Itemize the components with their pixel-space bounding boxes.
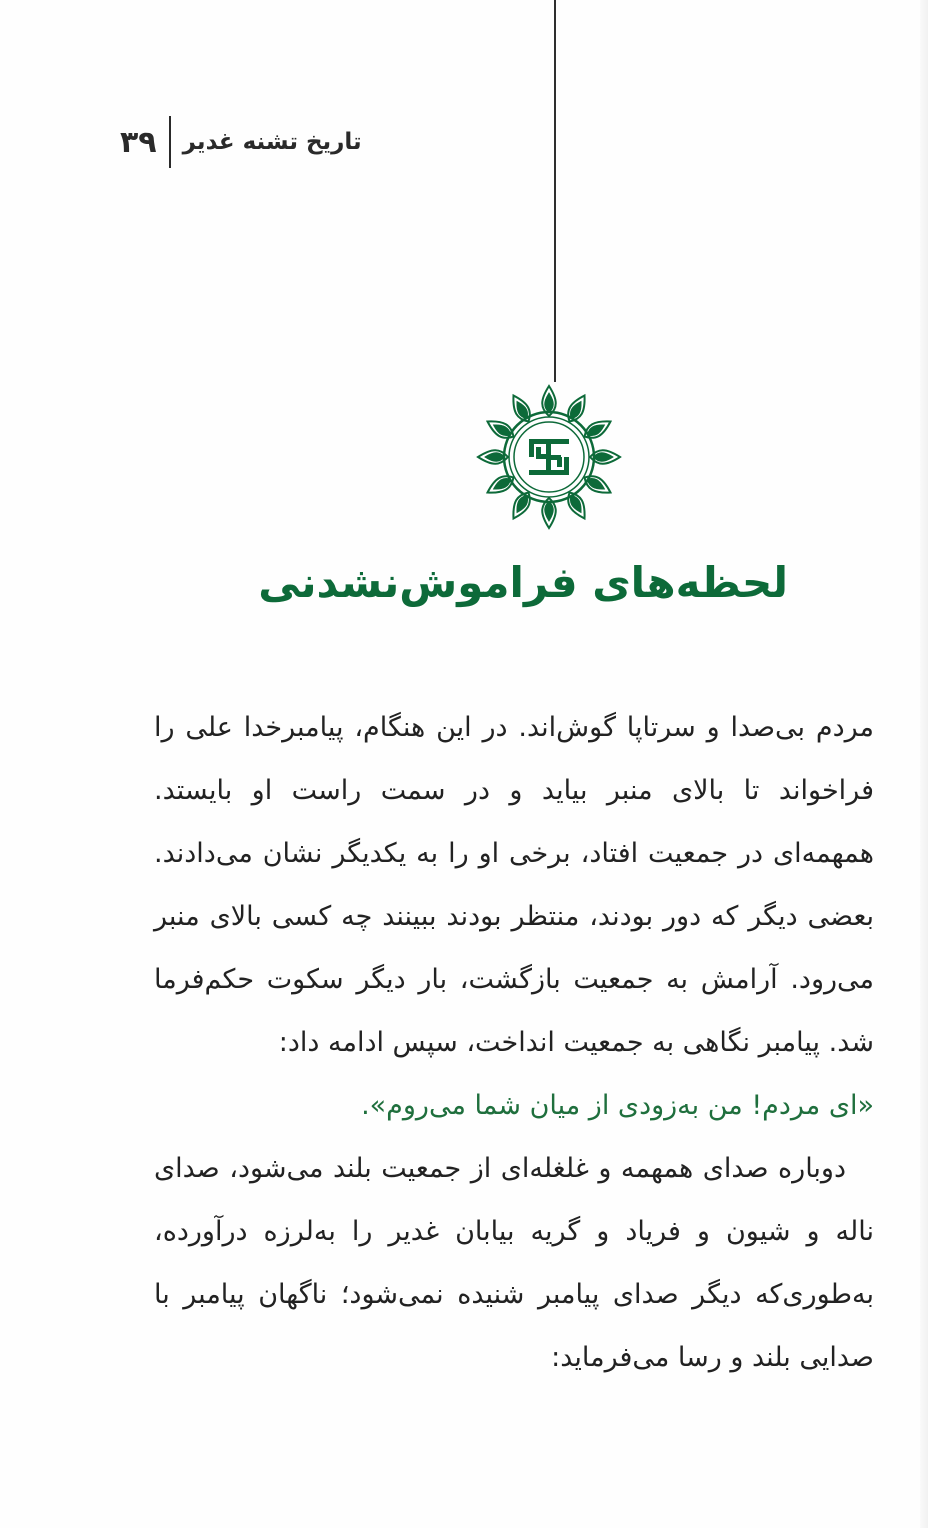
prophet-quote: «ای مردم! من به‌زودی از میان شما می‌روم». (361, 1090, 874, 1121)
hanging-string (554, 0, 556, 382)
body-text (154, 696, 874, 1389)
page-edge-shadow (920, 0, 928, 1528)
chapter-title: لحظه‌های فراموش‌نشدنی (258, 558, 788, 607)
paragraph-1: مردم بی‌صدا و سرتاپا گوش‌اند. در این هنگام، پیامبرخدا علی را فراخواند تا بالای منبر بیاید و در سمت راست او بایستد. همهمه‌ای در جمعیت افتاد، برخی او را به یکدیگر نشان می‌دادند. بعضی دیگر که دور بودند، منتظر بودند ببینند چه کسی بالای منبر می‌رود. آرامش به جمعیت بازگشت، بار دیگر سکوت حکم‌فرما شد. پیامبر نگاهی به جمعیت انداخت، سپس ادامه داد: (154, 712, 874, 1058)
book-title: تاریخ تشنه غدیر (182, 129, 362, 155)
running-header (120, 112, 362, 172)
paragraph-2: دوباره صدای همهمه و غلغله‌ای از جمعیت بلند می‌شود، صدای ناله و شیون و فریاد و گریه بیابان غدیر را به‌لرزه درآورده، به‌طوری‌که دیگر صدای پیامبر شنیده نمی‌شود؛ ناگهان پیامبر با صدایی بلند و رسا می‌فرماید: (154, 1153, 874, 1373)
page-number: ۳۹ (120, 124, 157, 160)
islamic-rosette-ornament-icon (474, 382, 624, 532)
